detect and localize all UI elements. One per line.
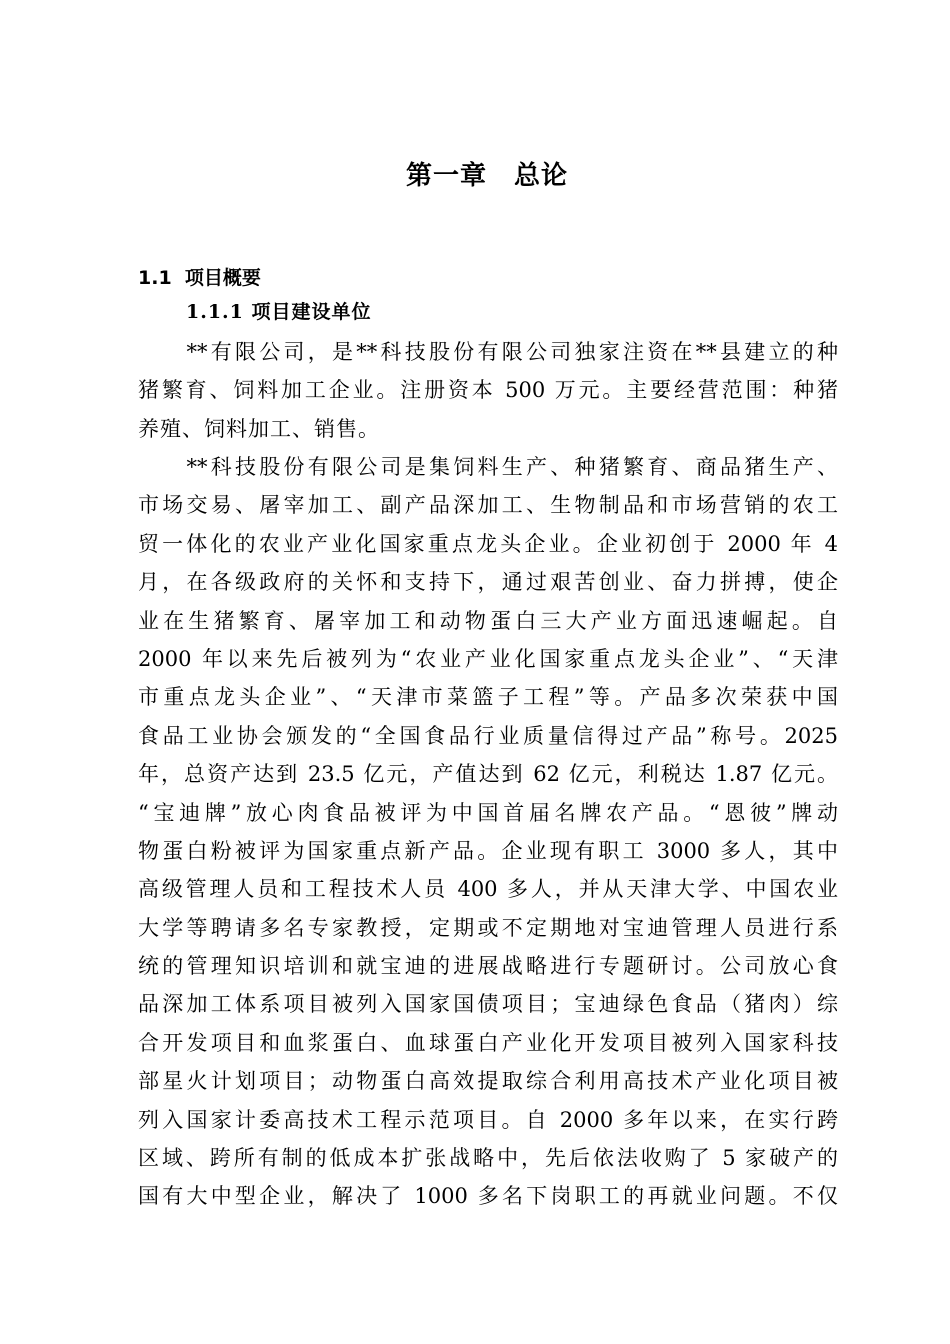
chapter-title: 第一章 总论	[405, 161, 568, 191]
paragraph-parent-company	[138, 448, 838, 1216]
text-line: 合开发项目和血浆蛋白、血球蛋白产业化开发项目被列入国家科技	[138, 1030, 838, 1055]
text-line: **科技股份有限公司是集饲料生产、种猪繁育、商品猪生产、	[138, 455, 838, 479]
section-heading: 1.1 项目概要	[138, 267, 261, 289]
text-line: 2000 年以来先后被列为“农业产业化国家重点龙头企业”、“天津	[138, 646, 838, 671]
text-line: 月，在各级政府的关怀和支持下，通过艰苦创业、奋力拼搏，使企	[138, 570, 838, 595]
paragraph-company-intro	[138, 333, 838, 448]
text-line: 统的管理知识培训和就宝迪的进展战略进行专题研讨。公司放心食	[138, 954, 838, 979]
text-line: 高级管理人员和工程技术人员 400 多人，并从天津大学、中国农业	[138, 877, 838, 902]
text-line: 年，总资产达到 23.5 亿元，产值达到 62 亿元，利税达 1.87 亿元。	[138, 762, 838, 787]
text-line: 部星火计划项目；动物蛋白高效提取综合利用高技术产业化项目被	[138, 1069, 838, 1094]
text-line: 列入国家计委高技术工程示范项目。自 2000 多年以来，在实行跨	[138, 1107, 838, 1132]
text-line: “宝迪牌”放心肉食品被评为中国首届名牌农产品。“恩彼”牌动	[138, 800, 838, 825]
text-line: 大学等聘请多名专家教授，定期或不定期地对宝迪管理人员进行系	[138, 915, 838, 940]
text-line: 国有大中型企业，解决了 1000 多名下岗职工的再就业问题。不仅	[138, 1184, 838, 1209]
text-line: 物蛋白粉被评为国家重点新产品。企业现有职工 3000 多人，其中	[138, 838, 838, 863]
text-line: 市重点龙头企业”、“天津市菜篮子工程”等。产品多次荣获中国	[138, 685, 838, 710]
text-line: **有限公司，是**科技股份有限公司独家注资在**县建立的种	[138, 340, 838, 364]
text-line: 贸一体化的农业产业化国家重点龙头企业。企业初创于 2000 年 4	[138, 531, 838, 556]
text-line: 品深加工体系项目被列入国家国债项目；宝迪绿色食品（猪肉）综	[138, 992, 838, 1017]
text-line: 业在生猪繁育、屠宰加工和动物蛋白三大产业方面迅速崛起。自	[138, 608, 838, 633]
text-line: 猪繁育、饲料加工企业。注册资本 500 万元。主要经营范围：种猪	[138, 378, 838, 403]
text-line: 养殖、饲料加工、销售。	[138, 416, 380, 441]
text-line: 区域、跨所有制的低成本扩张战略中，先后依法收购了 5 家破产的	[138, 1146, 838, 1171]
subsection-heading: 1.1.1 项目建设单位	[186, 301, 372, 323]
text-line: 食品工业协会颁发的“全国食品行业质量信得过产品”称号。2025	[138, 723, 838, 748]
text-line: 市场交易、屠宰加工、副产品深加工、生物制品和市场营销的农工	[138, 493, 838, 518]
